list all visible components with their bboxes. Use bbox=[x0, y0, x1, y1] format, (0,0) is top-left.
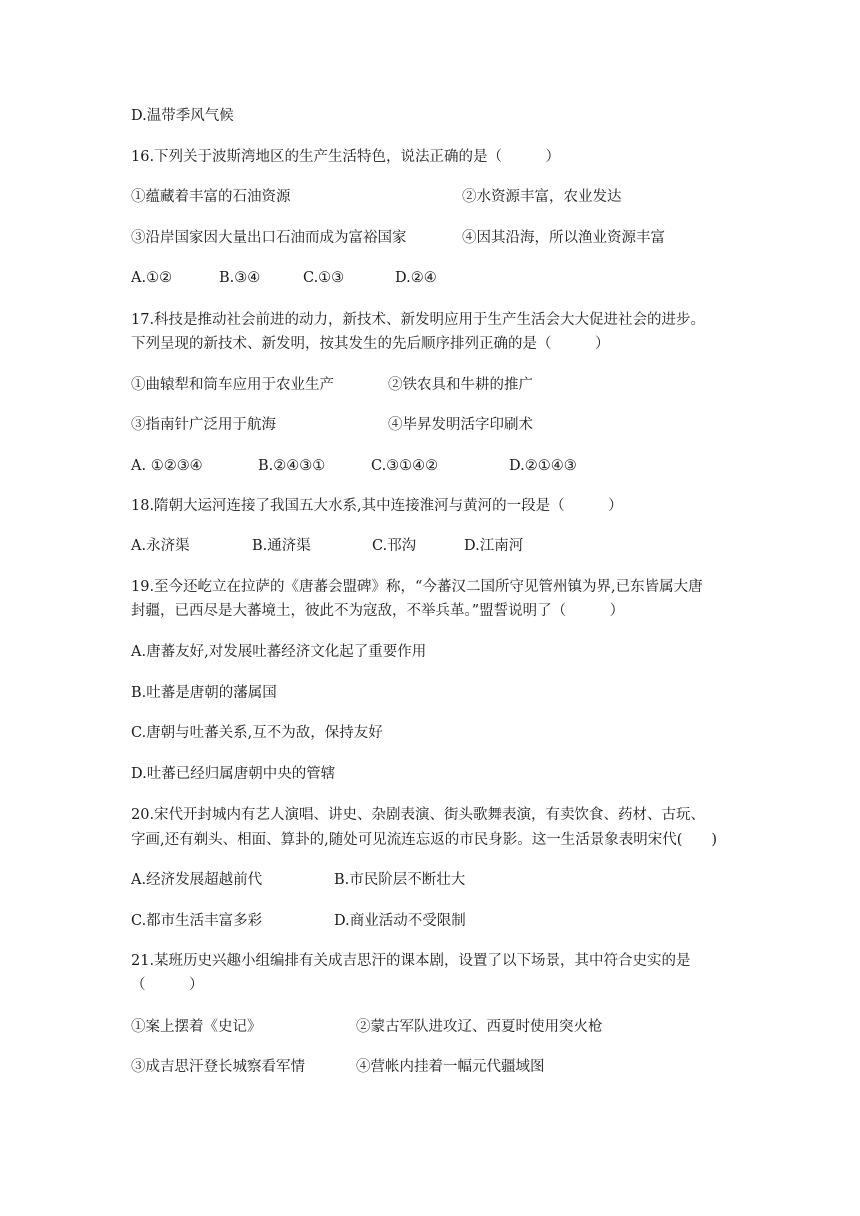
q17-statement-3: ③指南针广泛用于航海 bbox=[131, 417, 276, 433]
q21-statement-4: ④营帐内挂着一幅元代疆域图 bbox=[356, 1059, 545, 1075]
q16-option-d: D.②④ bbox=[395, 270, 437, 286]
q21-statement-2: ②蒙古军队进攻辽、西夏时使用突火枪 bbox=[356, 1019, 603, 1035]
q20-option-d: D.商业活动不受限制 bbox=[334, 913, 466, 929]
q17-option-d: D.②①④③ bbox=[509, 458, 577, 474]
q19-stem-line-1: 19.至今还屹立在拉萨的《唐蕃会盟碑》称，“今蕃汉二国所守见管州镇为界,已东皆属大唐 bbox=[131, 579, 703, 595]
q17-option-b: B.②④③① bbox=[258, 458, 326, 474]
q16-statement-3: ③沿岸国家因大量出口石油而成为富裕国家 bbox=[131, 230, 407, 246]
q21-stem-line-2: （ ） bbox=[131, 977, 204, 993]
q18-option-b: B.通济渠 bbox=[252, 538, 311, 554]
q20-option-b: B.市民阶层不断壮大 bbox=[334, 872, 466, 888]
q17-statement-4: ④毕昇发明活字印刷术 bbox=[388, 417, 533, 433]
q18-option-d: D.江南河 bbox=[464, 538, 524, 554]
q21-statement-3: ③成吉思汗登长城察看军情 bbox=[131, 1059, 305, 1075]
q17-stem-line-2: 下列呈现的新技术、新发明，按其发生的先后顺序排列正确的是（ ） bbox=[131, 336, 610, 352]
q16-option-b: B.③④ bbox=[219, 270, 261, 286]
q16-option-a: A.①② bbox=[131, 270, 173, 286]
q16-statement-2: ②水资源丰富，农业发达 bbox=[462, 189, 622, 205]
q19-option-d: D.吐蕃已经归属唐朝中央的管辖 bbox=[131, 766, 336, 782]
q15-option-d: D.温带季风气候 bbox=[131, 108, 234, 124]
q17-option-c: C.③①④② bbox=[371, 458, 439, 474]
q18-option-c: C.邗沟 bbox=[372, 538, 417, 554]
q16-statement-1: ①蕴藏着丰富的石油资源 bbox=[131, 189, 291, 205]
q20-stem-line-1: 20.宋代开封城内有艺人演唱、讲史、杂剧表演、街头歌舞表演，有卖饮食、药材、古玩、 bbox=[131, 807, 706, 823]
q17-option-a: A. ①②③④ bbox=[131, 458, 203, 474]
q16-stem: 16.下列关于波斯湾地区的生产生活特色，说法正确的是（ ） bbox=[131, 149, 561, 165]
q20-option-c: C.都市生活丰富多彩 bbox=[131, 913, 263, 929]
q16-statement-4: ④因其沿海，所以渔业资源丰富 bbox=[462, 230, 665, 246]
q17-statement-2: ②铁农具和牛耕的推广 bbox=[388, 377, 533, 393]
q20-stem-line-2: 字画,还有剃头、相面、算卦的,随处可见流连忘返的市民身影。这一生活景象表明宋代( ) bbox=[131, 832, 718, 848]
q17-statement-1: ①曲辕犁和筒车应用于农业生产 bbox=[131, 377, 334, 393]
q19-option-a: A.唐蕃友好,对发展吐蕃经济文化起了重要作用 bbox=[131, 644, 427, 660]
q16-option-c: C.①③ bbox=[303, 270, 345, 286]
q18-option-a: A.永济渠 bbox=[131, 538, 190, 554]
q19-option-b: B.吐蕃是唐朝的藩属国 bbox=[131, 685, 277, 701]
q19-option-c: C.唐朝与吐蕃关系,互不为敌，保持友好 bbox=[131, 725, 383, 741]
q20-option-a: A.经济发展超越前代 bbox=[131, 872, 263, 888]
q18-stem: 18.隋朝大运河连接了我国五大水系,其中连接淮河与黄河的一段是（ ） bbox=[131, 498, 623, 514]
q21-stem-line-1: 21.某班历史兴趣小组编排有关成吉思汗的课本剧，设置了以下场景，其中符合史实的是 bbox=[131, 953, 691, 969]
q19-stem-line-2: 封疆，已西尽是大蕃境土，彼此不为寇敌，不举兵革。”盟誓说明了（ ） bbox=[131, 603, 625, 619]
q21-statement-1: ①案上摆着《史记》 bbox=[131, 1019, 262, 1035]
q17-stem-line-1: 17.科技是推动社会前进的动力，新技术、新发明应用于生产生活会大大促进社会的进步。 bbox=[131, 312, 706, 328]
